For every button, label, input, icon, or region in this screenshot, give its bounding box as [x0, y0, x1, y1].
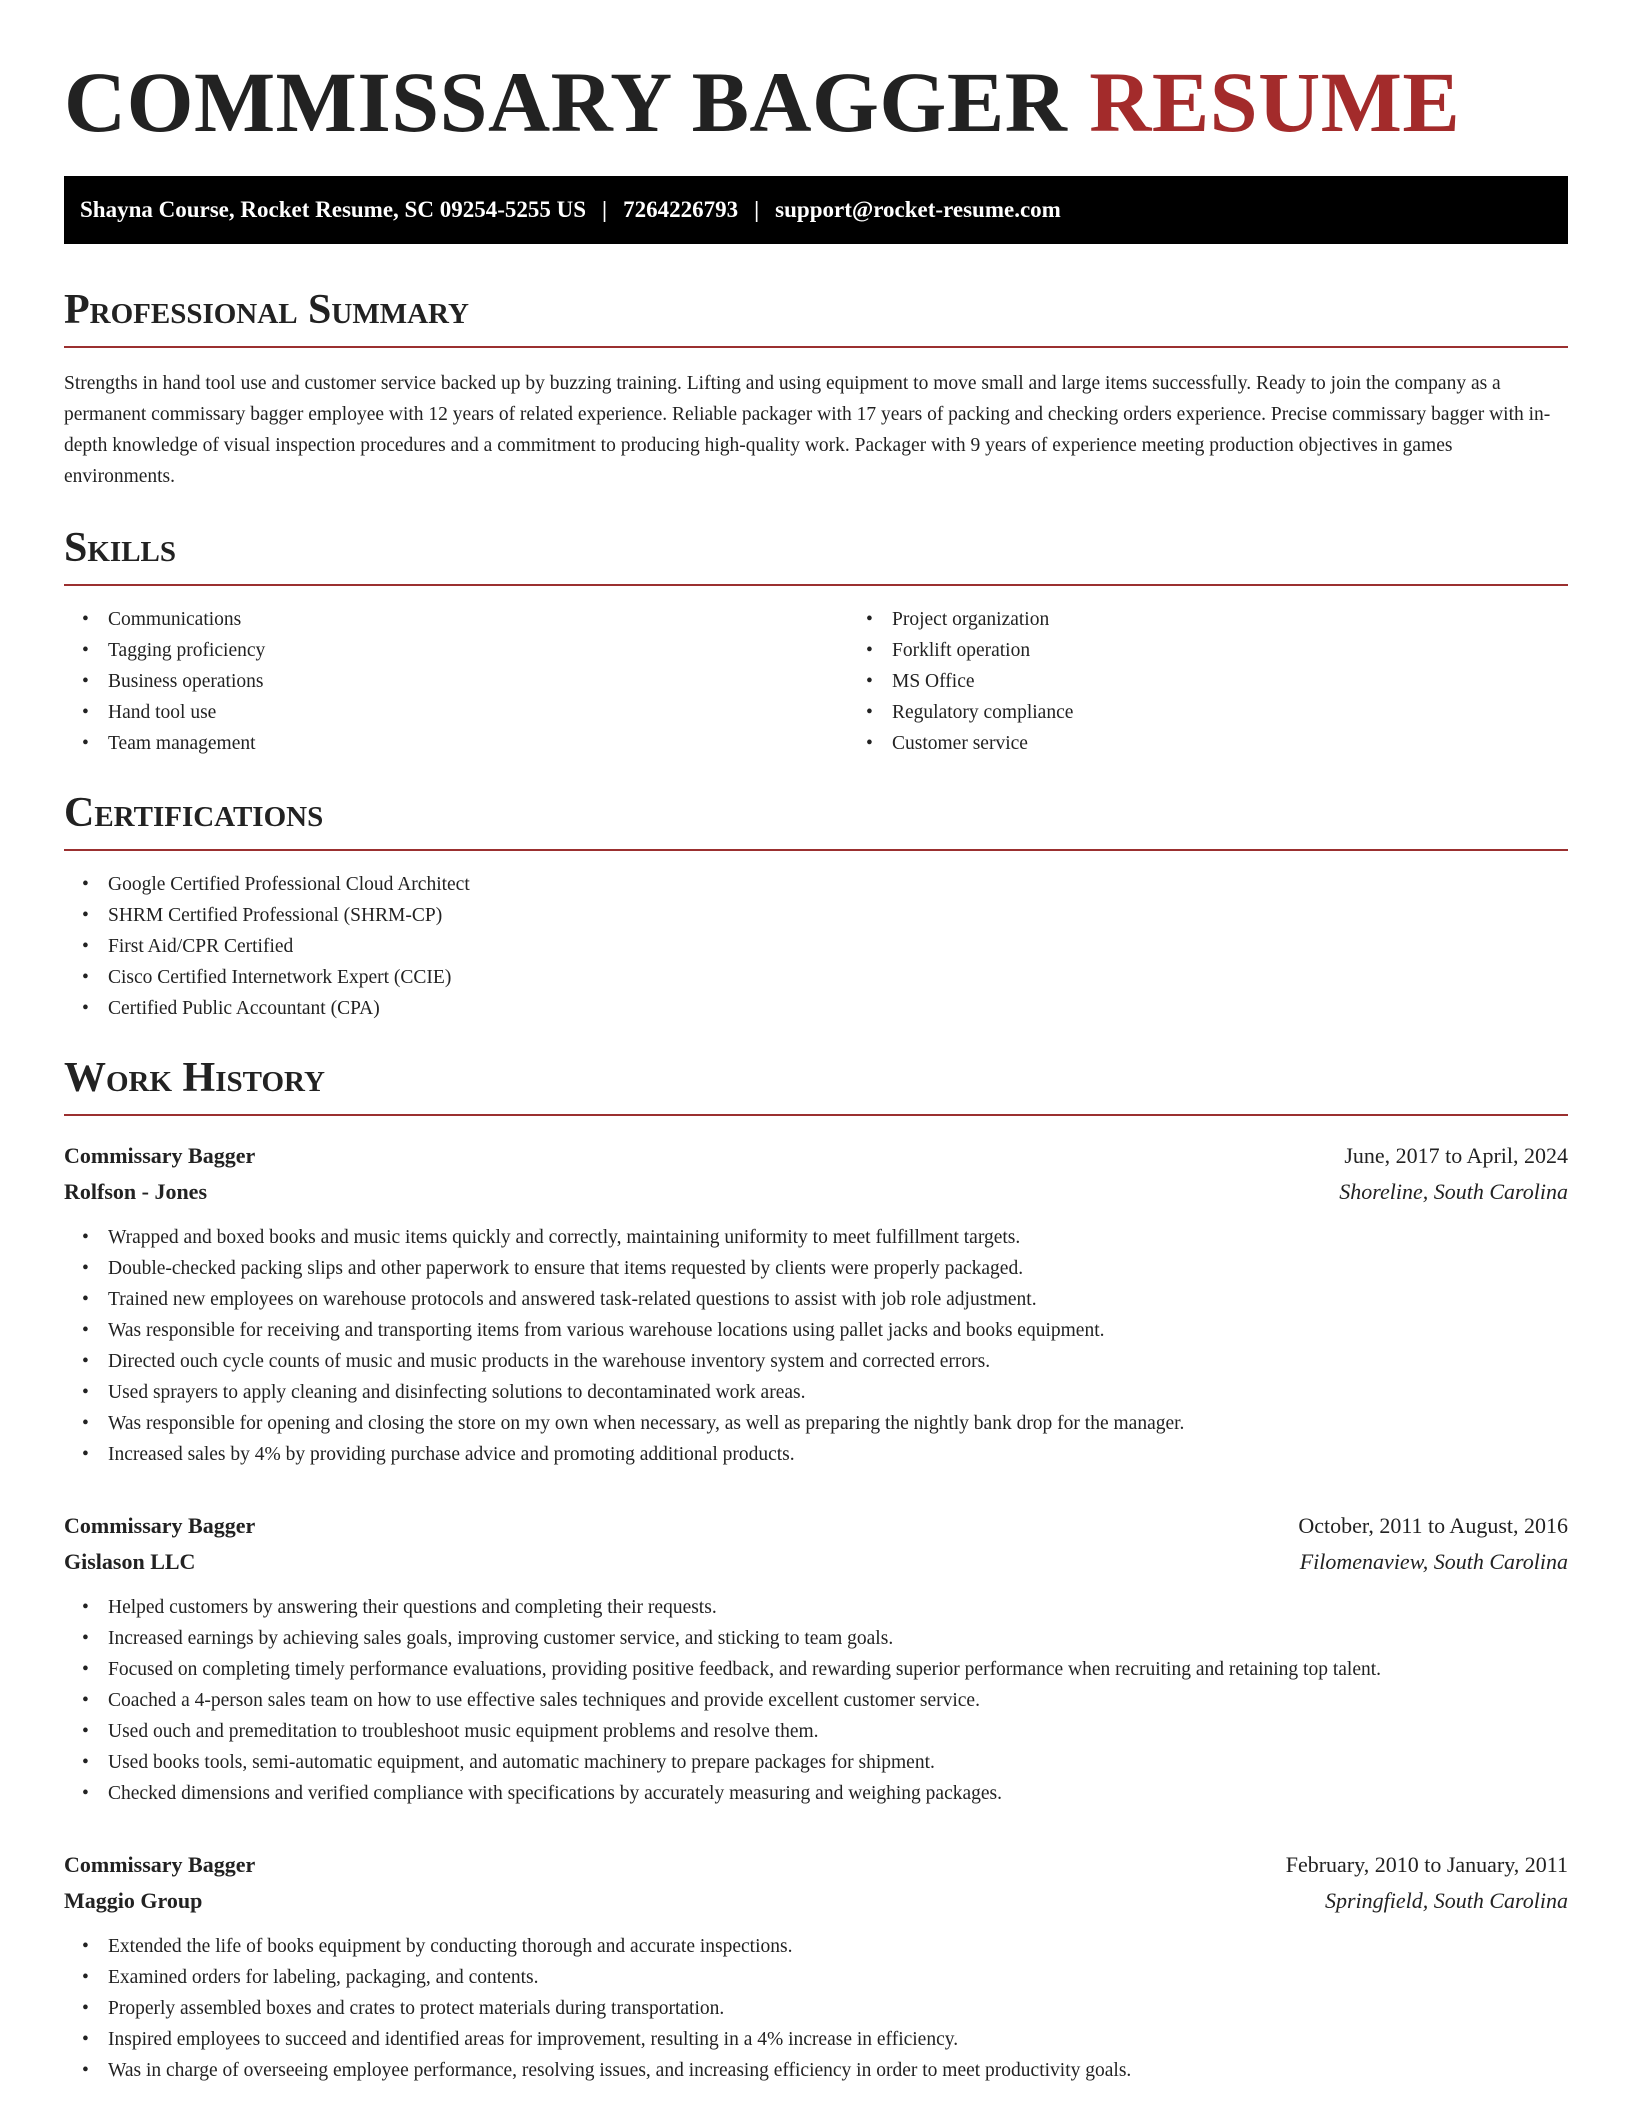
job-title: Commissary Bagger [64, 1143, 256, 1168]
skills-list-right [848, 604, 1073, 759]
job-duties-list [64, 1592, 1568, 1809]
section-heading-summary: Professional Summary [64, 287, 469, 333]
job-duty-item: • Examined orders for labeling, packaging, and contents. [108, 1962, 1568, 1993]
job-location: Filomenaview, South Carolina [1299, 1549, 1568, 1574]
job-duties-list [64, 1931, 1568, 2086]
job-duty-item: • Coached a 4-person sales team on how to use effective sales techniques and provide excellent customer service. [108, 1685, 1568, 1716]
job-location: Shoreline, South Carolina [1339, 1179, 1568, 1204]
contact-phone: 7264226793 [623, 197, 739, 222]
skill-item: • Customer service [892, 728, 1073, 759]
skill-item: • Team management [108, 728, 848, 759]
job-duty-item: • Focused on completing timely performance evaluations, providing positive feedback, and rewarding superior performance when recruiting and retaining top talent. [108, 1654, 1568, 1685]
job-company: Rolfson - Jones [64, 1179, 208, 1204]
skills-list-left [64, 604, 848, 759]
certification-item: • Google Certified Professional Cloud Architect [108, 869, 1568, 900]
job-company: Maggio Group [64, 1888, 203, 1913]
job-duty-item: • Used sprayers to apply cleaning and disinfecting solutions to decontaminated work areas. [108, 1377, 1568, 1408]
job-duty-item: • Used books tools, semi-automatic equipment, and automatic machinery to prepare packages for shipment. [108, 1747, 1568, 1778]
skills-section [64, 522, 1568, 759]
job-duty-item: • Checked dimensions and verified compliance with specifications by accurately measuring and weighing packages. [108, 1778, 1568, 1809]
job-duty-item: • Used ouch and premeditation to troubleshoot music equipment problems and resolve them. [108, 1716, 1568, 1747]
section-heading-skills: Skills [64, 525, 177, 571]
skill-item: • Regulatory compliance [892, 697, 1073, 728]
section-divider [64, 346, 1568, 348]
certification-item: • Certified Public Accountant (CPA) [108, 993, 1568, 1024]
job-duty-item: • Helped customers by answering their questions and completing their requests. [108, 1592, 1568, 1623]
contact-separator: | [754, 197, 760, 222]
job-entry [64, 1508, 1568, 1809]
professional-summary-section [64, 284, 1568, 492]
job-header-row [64, 1508, 1568, 1544]
title-main: COMMISSARY BAGGER [64, 54, 1068, 150]
resume-title [64, 52, 1568, 152]
skill-item: • Hand tool use [108, 697, 848, 728]
job-subheader-row [64, 1883, 1568, 1919]
job-title: Commissary Bagger [64, 1513, 256, 1538]
job-duty-item: • Was responsible for opening and closing the store on my own when necessary, as well as preparing the nightly bank drop for the manager. [108, 1408, 1568, 1439]
contact-bar [64, 176, 1568, 244]
job-title: Commissary Bagger [64, 1852, 256, 1877]
job-duty-item: • Double-checked packing slips and other paperwork to ensure that items requested by clients were properly packaged. [108, 1253, 1568, 1284]
job-entry [64, 1138, 1568, 1470]
skill-item: • Project organization [892, 604, 1073, 635]
job-header-row [64, 1138, 1568, 1174]
job-dates: February, 2010 to January, 2011 [1285, 1852, 1568, 1877]
job-entry [64, 1847, 1568, 2086]
job-duties-list [64, 1222, 1568, 1470]
contact-address: Shayna Course, Rocket Resume, SC 09254-5255 US [80, 197, 587, 222]
skill-item: • Communications [108, 604, 848, 635]
skill-item: • Business operations [108, 666, 848, 697]
certifications-list [64, 869, 1568, 1024]
job-dates: June, 2017 to April, 2024 [1344, 1143, 1568, 1168]
summary-text: Strengths in hand tool use and customer service backed up by buzzing training. Lifting and using equipment to move small and large items successfully. Ready to join the company as a permanent commissary bagger employee with 12 years of related experience. Reliable packager with 17 years of packing and checking orders experience. Precise commissary bagger with in-depth knowledge of visual inspection procedures and a commitment to producing high-quality work. Packager with 9 years of experience meeting production objectives in games environments. [64, 373, 1551, 487]
section-heading-certifications: Certifications [64, 790, 324, 836]
skills-grid [64, 586, 1568, 759]
work-history-section [64, 1052, 1568, 2086]
job-duty-item: • Trained new employees on warehouse protocols and answered task-related questions to assist with job role adjustment. [108, 1284, 1568, 1315]
job-duty-item: • Increased sales by 4% by providing purchase advice and promoting additional products. [108, 1439, 1568, 1470]
job-duty-item: • Properly assembled boxes and crates to protect materials during transportation. [108, 1993, 1568, 2024]
certification-item: • SHRM Certified Professional (SHRM-CP) [108, 900, 1568, 931]
job-duty-item: • Extended the life of books equipment by conducting thorough and accurate inspections. [108, 1931, 1568, 1962]
certification-item: • First Aid/CPR Certified [108, 931, 1568, 962]
certifications-section [64, 787, 1568, 1024]
job-duty-item: • Was in charge of overseeing employee performance, resolving issues, and increasing efficiency in order to meet productivity goals. [108, 2055, 1568, 2086]
certification-item: • Cisco Certified Internetwork Expert (CCIE) [108, 962, 1568, 993]
job-header-row [64, 1847, 1568, 1883]
job-company: Gislason LLC [64, 1549, 196, 1574]
contact-email: support@rocket-resume.com [775, 197, 1061, 222]
job-duty-item: • Was responsible for receiving and transporting items from various warehouse locations using pallet jacks and books equipment. [108, 1315, 1568, 1346]
job-duty-item: • Wrapped and boxed books and music items quickly and correctly, maintaining uniformity to meet fulfillment targets. [108, 1222, 1568, 1253]
title-accent: RESUME [1089, 54, 1461, 150]
job-duty-item: • Directed ouch cycle counts of music and music products in the warehouse inventory system and corrected errors. [108, 1346, 1568, 1377]
skill-item: • MS Office [892, 666, 1073, 697]
job-subheader-row [64, 1174, 1568, 1210]
skill-item: • Forklift operation [892, 635, 1073, 666]
job-dates: October, 2011 to August, 2016 [1298, 1513, 1568, 1538]
job-location: Springfield, South Carolina [1324, 1888, 1568, 1913]
skill-item: • Tagging proficiency [108, 635, 848, 666]
job-duty-item: • Increased earnings by achieving sales goals, improving customer service, and sticking to team goals. [108, 1623, 1568, 1654]
job-subheader-row [64, 1544, 1568, 1580]
section-divider [64, 849, 1568, 851]
job-duty-item: • Inspired employees to succeed and identified areas for improvement, resulting in a 4% increase in efficiency. [108, 2024, 1568, 2055]
contact-separator: | [602, 197, 608, 222]
section-divider [64, 1114, 1568, 1116]
section-heading-work-history: Work History [64, 1055, 325, 1101]
